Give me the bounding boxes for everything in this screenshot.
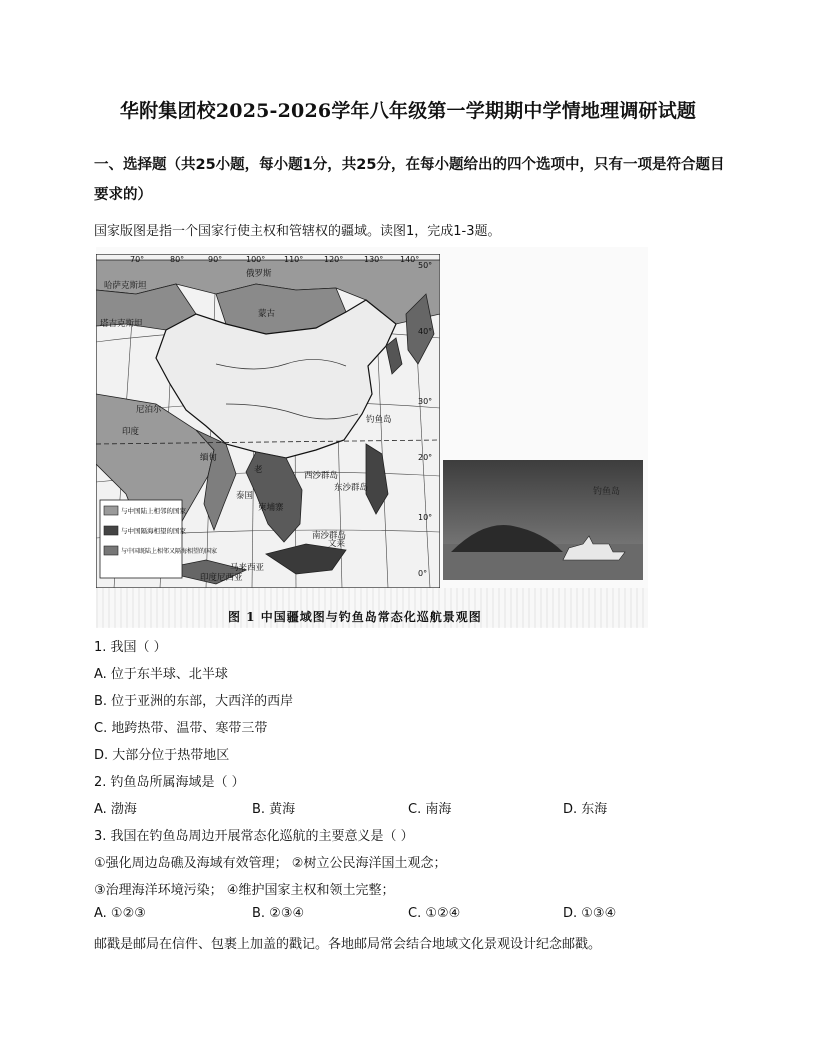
q1-option-c[interactable]: C. 地跨热带、温带、寒带三带 <box>94 721 268 736</box>
q2-option-d[interactable]: D. 东海 <box>563 802 608 817</box>
section-heading: 一、选择题（共25小题，每小题1分，共25分，在每小题给出的四个选项中，只有一项是符合题目要求的） <box>94 157 725 203</box>
lon-label: 80° <box>170 255 185 264</box>
photo-label: 钓鱼岛 <box>593 487 621 497</box>
label-kazakhstan: 哈萨克斯坦 <box>104 281 147 291</box>
label-russia: 俄罗斯 <box>246 269 272 279</box>
lat-label: 0° <box>418 569 428 578</box>
q1-stem: 1. 我国（ ） <box>94 640 167 655</box>
q3-option-b[interactable]: B. ②③④ <box>252 906 305 921</box>
diaoyu-patrol-photo <box>443 460 643 580</box>
q1-option-b[interactable]: B. 位于亚洲的东部，大西洋的西岸 <box>94 694 294 709</box>
label-indonesia: 印度尼西亚 <box>200 573 243 583</box>
q3-statements-2: ③治理海洋环境污染； ④维护国家主权和领土完整； <box>94 883 395 898</box>
q2-option-c[interactable]: C. 南海 <box>408 802 452 817</box>
label-myanmar: 缅甸 <box>200 453 218 463</box>
lon-label: 70° <box>130 255 145 264</box>
label-laos: 老 <box>254 465 263 475</box>
label-xisha: 西沙群岛 <box>304 471 339 481</box>
q3-statements-1: ①强化周边岛礁及海域有效管理； ②树立公民海洋国土观念； <box>94 856 447 871</box>
label-brunei: 文莱 <box>328 539 346 549</box>
label-tajikistan: 塔吉克斯坦 <box>100 319 143 329</box>
page-title: 华附集团校2025-2026学年八年级第一学期期中学情地理调研试题 <box>119 100 697 122</box>
lon-label: 130° <box>364 255 384 264</box>
lon-label: 110° <box>284 255 304 264</box>
lat-label: 50° <box>418 261 433 270</box>
q3-option-c[interactable]: C. ①②④ <box>408 906 461 921</box>
label-nansha: 南沙群岛 <box>312 531 347 541</box>
legend-item-land: 与中国陆上相邻的国家 <box>121 507 186 515</box>
q2-stem: 2. 钓鱼岛所属海域是（ ） <box>94 775 245 790</box>
q3-option-d[interactable]: D. ①③④ <box>563 906 617 921</box>
legend-item-sea: 与中国隔海相望的国家 <box>121 527 186 535</box>
label-nepal: 尼泊尔 <box>136 405 162 415</box>
label-india: 印度 <box>122 427 140 437</box>
q1-option-d[interactable]: D. 大部分位于热带地区 <box>94 748 230 763</box>
lon-label: 120° <box>324 255 344 264</box>
q3-stem: 3. 我国在钓鱼岛周边开展常态化巡航的主要意义是（ ） <box>94 829 414 844</box>
q2-option-b[interactable]: B. 黄海 <box>252 802 296 817</box>
label-dongsha: 东沙群岛 <box>334 483 369 493</box>
label-mongolia: 蒙古 <box>258 309 276 319</box>
china-territory-map <box>96 254 440 588</box>
lat-label: 10° <box>418 513 433 522</box>
lat-label: 40° <box>418 327 433 336</box>
figure-caption: 图 1 中国疆域图与钓鱼岛常态化巡航景观图 <box>228 610 482 624</box>
label-thailand: 泰国 <box>236 491 254 501</box>
lat-label: 20° <box>418 453 433 462</box>
label-cambodia: 柬埔寨 <box>258 503 284 513</box>
q2-option-a[interactable]: A. 渤海 <box>94 802 137 817</box>
label-malaysia: 马来西亚 <box>230 563 265 573</box>
tail-text: 邮戳是邮局在信件、包裹上加盖的戳记。各地邮局常会结合地域文化景观设计纪念邮戳。 <box>94 937 602 952</box>
lon-label: 100° <box>246 255 266 264</box>
legend-item-both: 与中国既陆上相邻又隔海相望的国家 <box>121 548 218 555</box>
q1-option-a[interactable]: A. 位于东半球、北半球 <box>94 667 228 682</box>
intro-text: 国家版图是指一个国家行使主权和管辖权的疆域。读图1，完成1-3题。 <box>94 224 501 239</box>
lon-label: 90° <box>208 255 223 264</box>
q3-option-a[interactable]: A. ①②③ <box>94 906 146 921</box>
lon-label: 140° <box>400 255 420 264</box>
label-diaoyu: 钓鱼岛 <box>366 415 392 425</box>
lat-label: 30° <box>418 397 433 406</box>
